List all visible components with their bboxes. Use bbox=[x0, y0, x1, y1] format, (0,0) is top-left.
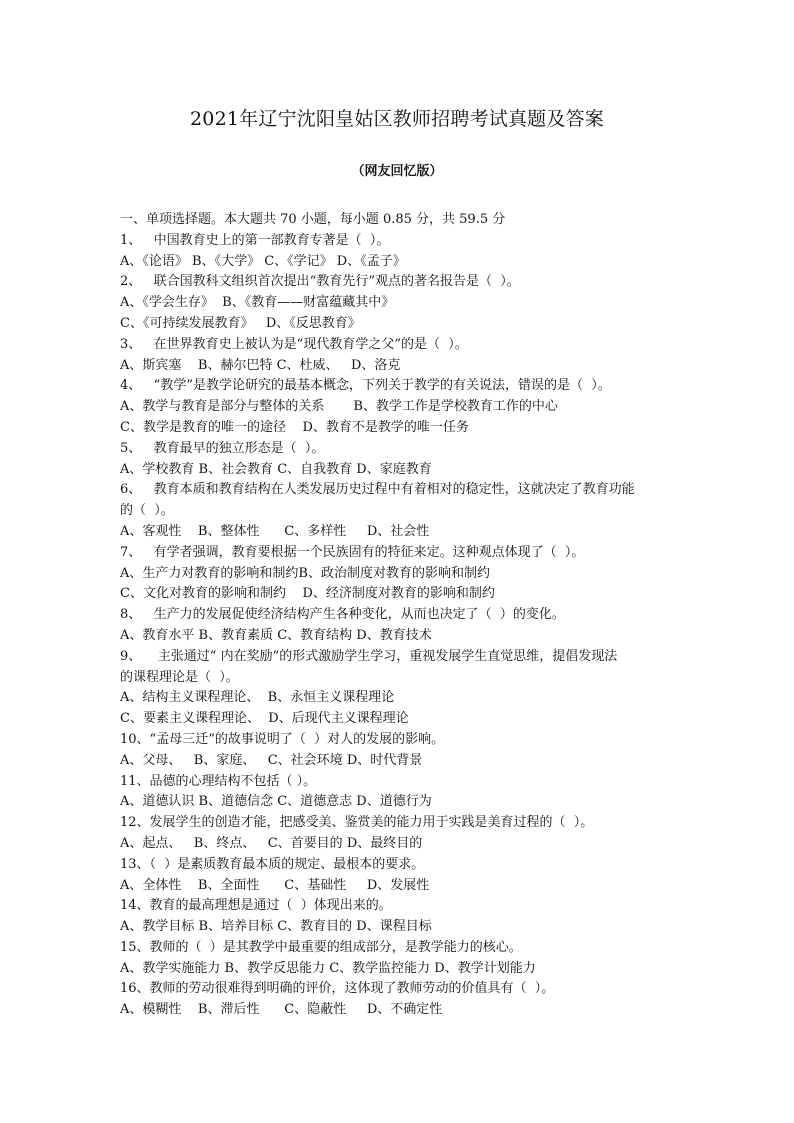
text-line: A、道德认识 B、道德信念 C、道德意志 D、道德行为 bbox=[120, 794, 432, 810]
text-line: C、要素主义课程理论、 D、后现代主义课程理论 bbox=[120, 711, 409, 727]
text-line: 的课程理论是（ ）。 bbox=[120, 669, 239, 685]
section-heading: 一、单项选择题。本大题共 70 小题，每小题 0.85 分，共 59.5 分 bbox=[120, 212, 506, 227]
text-line: 5、 教育最早的独立形态是（ ）。 bbox=[120, 440, 325, 456]
document-subtitle: （网友回忆版） bbox=[351, 164, 443, 179]
text-line: 8、 生产力的发展促使经济结构产生各种变化，从而也决定了（ ）的变化。 bbox=[120, 607, 565, 623]
text-line: A、全体性 B、全面性 C、基础性 D、发展性 bbox=[120, 877, 430, 893]
text-line: 3、 在世界教育史上被认为是“现代教育学之父”的是（ ）。 bbox=[120, 336, 468, 352]
text-line: A、教学与教育是部分与整体的关系 B、教学工作是学校教育工作的中心 bbox=[120, 399, 558, 415]
text-line: C、文化对教育的影响和制约 D、经济制度对教育的影响和制约 bbox=[120, 586, 495, 602]
text-line: 15、教师的（ ）是其教学中最重要的组成部分，是教学能力的核心。 bbox=[120, 939, 522, 955]
text-line: 13、（ ）是素质教育最本质的规定、最根本的要求。 bbox=[120, 856, 425, 872]
text-line: A、学校教育 B、社会教育 C、自我教育 D、家庭教育 bbox=[120, 461, 432, 477]
text-line: A、生产力对教育的影响和制约B、政治制度对教育的影响和制约 bbox=[120, 565, 490, 581]
text-line: A、《论语》 B、《大学》 C、《学记》 D、《孟子》 bbox=[120, 253, 406, 269]
text-line: 10、“孟母三迁”的故事说明了（ ）对人的发展的影响。 bbox=[120, 731, 445, 747]
exam-content bbox=[120, 210, 680, 1021]
text-line: A、斯宾塞 B、赫尔巴特 C、杜威、 D、洛克 bbox=[120, 357, 401, 373]
text-line: A、客观性 B、整体性 C、多样性 D、社会性 bbox=[120, 523, 430, 539]
text-line: 2、 联合国教科文组织首次提出“教育先行”观点的著名报告是（ ）。 bbox=[120, 274, 520, 290]
document-title: 2021年辽宁沈阳皇姑区教师招聘考试真题及答案 bbox=[190, 108, 604, 130]
text-line: A、教学目标 B、培养目标 C、教育目的 D、课程目标 bbox=[120, 919, 432, 935]
text-line: 4、 “教学”是教学论研究的最基本概念，下列关于教学的有关说法，错误的是（ ）。 bbox=[120, 378, 611, 394]
text-line: 16、教师的劳动很难得到明确的评价，这体现了教师劳动的价值具有（ ）。 bbox=[120, 981, 555, 997]
text-line: A、结构主义课程理论、 B、永恒主义课程理论 bbox=[120, 690, 395, 706]
text-line: A、父母、 B、家庭、 C、社会环境 D、时代背景 bbox=[120, 752, 423, 768]
text-line: 9、 主张通过“ 内在奖励”的形式激励学生学习，重视发展学生直觉思维，提倡发现法 bbox=[120, 648, 618, 664]
text-line: 11、品德的心理结构不包括（ ）。 bbox=[120, 773, 317, 789]
text-line: C、教学是教育的唯一的途径 D、教育不是教学的唯一任务 bbox=[120, 419, 469, 435]
text-line: 12、发展学生的创造才能，把感受美、鉴赏美的能力用于实践是美育过程的（ ）。 bbox=[120, 815, 594, 831]
text-line: A、教育水平 B、教育素质 C、教育结构 D、教育技术 bbox=[120, 627, 432, 643]
text-line: 1、 中国教育史上的第一部教育专著是（ ）。 bbox=[120, 232, 390, 248]
text-line: 7、 有学者强调，教育要根据一个民族固有的特征来定。这种观点体现了（ ）。 bbox=[120, 544, 585, 560]
question-list bbox=[120, 231, 680, 1021]
text-line: A、教学实施能力 B、教学反思能力 C、教学监控能力 D、教学计划能力 bbox=[120, 960, 536, 976]
text-line: 的（ ）。 bbox=[120, 503, 174, 519]
text-line: C、《可持续发展教育》 D、《反思教育》 bbox=[120, 315, 361, 331]
text-line: A、《学会生存》 B、《教育——财富蕴藏其中》 bbox=[120, 295, 395, 311]
text-line: 6、 教育本质和教育结构在人类发展历史过程中有着相对的稳定性，这就决定了教育功能 bbox=[120, 482, 635, 498]
text-line: A、模糊性 B、滞后性 C、隐蔽性 D、不确定性 bbox=[120, 1002, 443, 1018]
text-line: 14、教育的最高理想是通过（ ）体现出来的。 bbox=[120, 898, 392, 914]
text-line: A、起点、 B、终点、 C、首要目的 D、最终目的 bbox=[120, 835, 423, 851]
